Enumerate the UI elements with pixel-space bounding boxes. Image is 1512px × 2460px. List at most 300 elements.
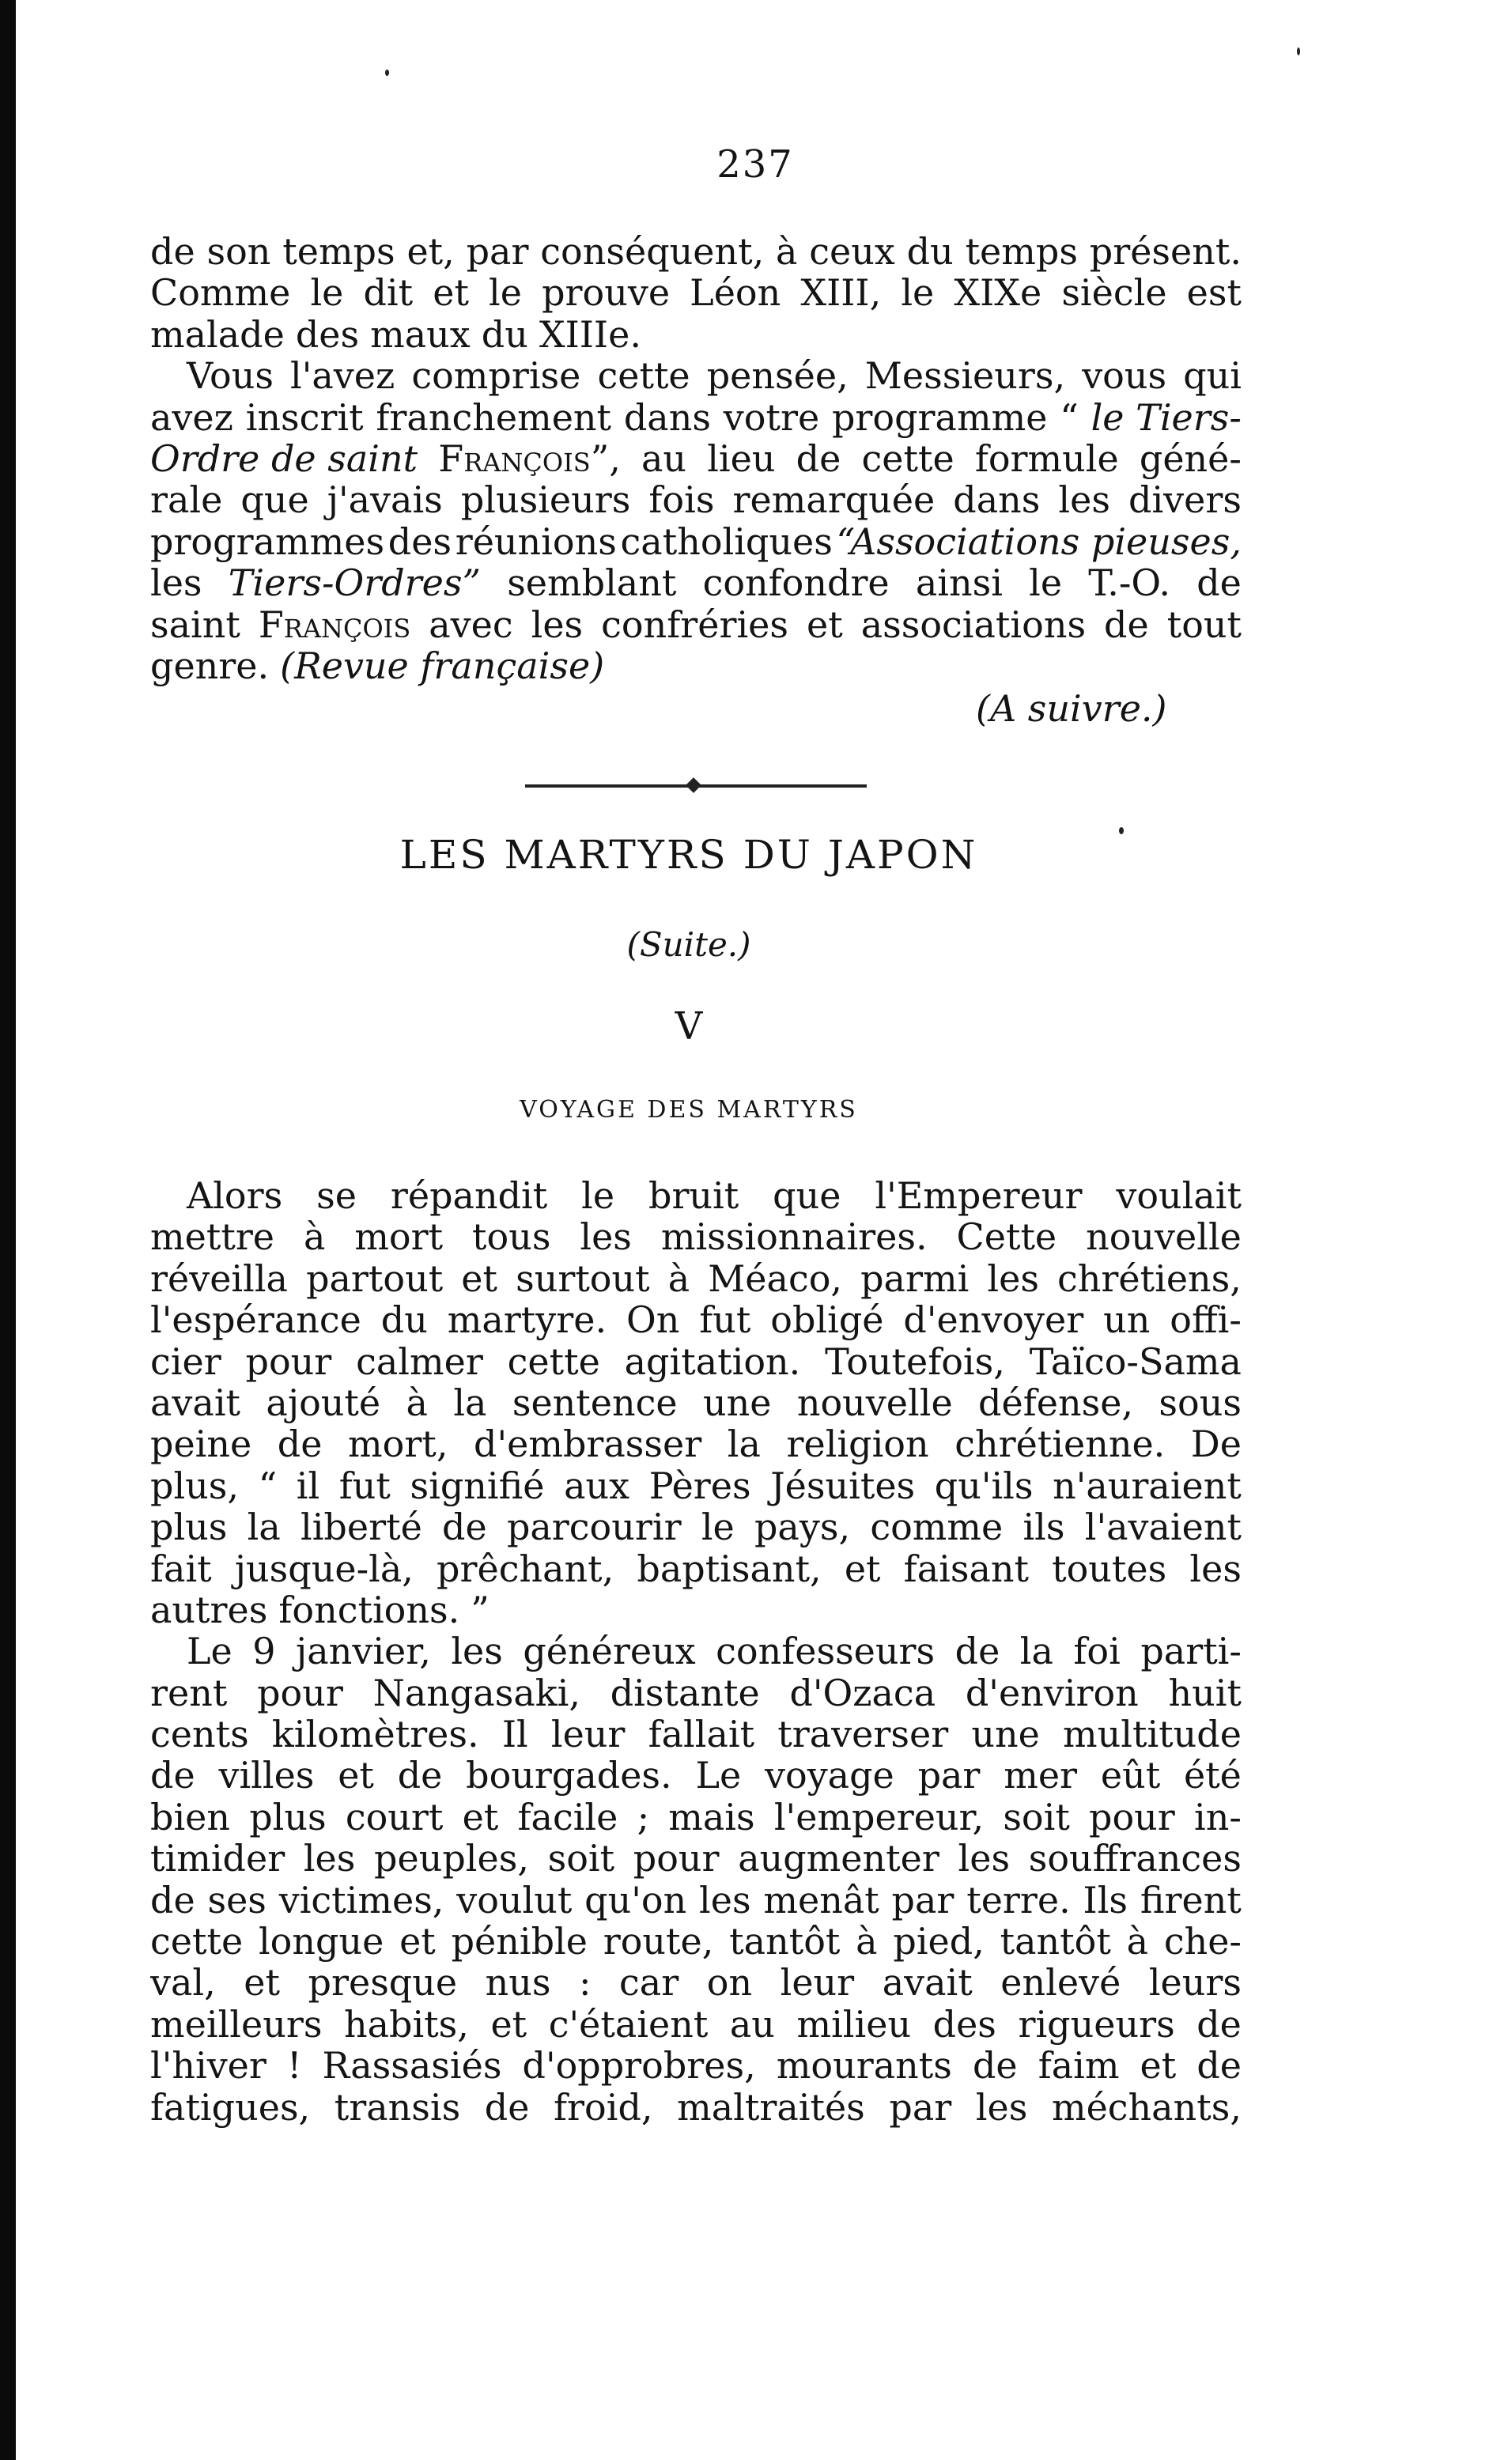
word: d'Ozaca (789, 1672, 936, 1714)
word: les (1058, 479, 1110, 521)
word: parti- (1140, 1631, 1242, 1672)
text-line (150, 1465, 1242, 1506)
word: pour (1089, 1796, 1175, 1838)
word: “ (1060, 396, 1079, 438)
word: confondre (702, 562, 890, 604)
word: pour (245, 1340, 332, 1382)
word: milieu (796, 2003, 912, 2046)
word: faim (1038, 2045, 1120, 2087)
text-line (150, 1506, 1242, 1547)
word: rale (150, 479, 223, 521)
word: l'empereur, (773, 1796, 985, 1838)
word: froid, (554, 2086, 653, 2128)
word: au (641, 437, 687, 480)
word: genre. (150, 644, 270, 687)
word: défense, (978, 1381, 1134, 1424)
word: ; (637, 1796, 650, 1838)
word: du (906, 231, 954, 273)
word: de (150, 231, 195, 273)
word: de (442, 1506, 487, 1548)
word: les (1189, 1547, 1242, 1589)
word: offi- (1170, 1299, 1242, 1341)
word: de (1196, 562, 1242, 604)
text-line (150, 397, 1242, 438)
word: transis (334, 2086, 461, 2128)
word: à (856, 1921, 878, 1963)
word: XIXe (954, 272, 1042, 314)
word: Nangasaki, (372, 1672, 580, 1714)
word: martyre. (447, 1299, 607, 1341)
word: Ils (1083, 1879, 1128, 1922)
word: Cette (956, 1216, 1057, 1258)
text-line (150, 1631, 1242, 1672)
word: multitude (1063, 1714, 1242, 1755)
word: jusque-là, (234, 1547, 414, 1589)
word: j'avais (327, 479, 443, 521)
word: ils (1022, 1506, 1065, 1548)
word: autres (150, 1589, 268, 1631)
article-text-block (150, 1175, 1242, 2128)
word: remarquée (732, 479, 936, 521)
word: parmi (860, 1257, 970, 1300)
text-line (150, 1838, 1242, 1879)
text-line (150, 272, 1242, 313)
word: Taïco-Sama (1029, 1340, 1242, 1382)
word: avez (150, 396, 233, 438)
word: des (387, 520, 452, 563)
word: à (1126, 1921, 1149, 1963)
word: et (399, 1921, 436, 1963)
word: voulait (1116, 1175, 1242, 1217)
word: vous (1082, 355, 1167, 397)
word: plus (249, 1796, 327, 1838)
word: c'étaient (548, 2003, 709, 2046)
text-line (150, 231, 1242, 272)
word: ceux (809, 231, 895, 273)
word: facile (517, 1796, 618, 1838)
word: que (773, 1175, 841, 1217)
word: nus (485, 1962, 551, 2004)
word: rigueurs (1018, 2003, 1175, 2046)
word: par (466, 231, 529, 273)
word: plusieurs (460, 479, 631, 521)
word: la (453, 1381, 487, 1424)
divider-ornament-icon (686, 777, 701, 793)
word: bruit (648, 1175, 739, 1217)
word: peine (150, 1423, 252, 1465)
word: de (397, 1755, 443, 1797)
word: presque (308, 1962, 458, 2004)
word: T.-O. (1088, 562, 1171, 604)
word: villes (218, 1755, 315, 1797)
word: un (1103, 1299, 1151, 1341)
word: qu'ils (934, 1464, 1034, 1507)
word: Ordre de saint (150, 437, 418, 480)
word: fatigues, (150, 2086, 311, 2128)
word: de (150, 1879, 195, 1922)
word: conséquent, (540, 231, 765, 273)
word: chrétiens, (1057, 1257, 1242, 1300)
word: géné- (1139, 437, 1242, 480)
word: meilleurs (150, 2003, 323, 2046)
word: que (240, 479, 309, 521)
word: qu'on (584, 1879, 687, 1922)
word: On (626, 1299, 680, 1341)
word: temps (965, 231, 1078, 273)
text-line (150, 1755, 1242, 1796)
word: catholiques (620, 520, 833, 563)
word: du (380, 1299, 428, 1341)
word: l'avaient (1084, 1506, 1242, 1548)
word: souffrances (1028, 1838, 1242, 1880)
word: Rassasiés (322, 2045, 502, 2087)
word: cette (861, 437, 954, 480)
word: Vous (187, 355, 274, 397)
word: et (462, 1796, 499, 1838)
word: “ (258, 1464, 278, 1507)
word: Toutefois, (825, 1340, 1005, 1382)
word: par (889, 2086, 952, 2128)
word: plus, (150, 1464, 240, 1507)
word: de (796, 437, 841, 480)
word: mer (1004, 1755, 1078, 1797)
word: distante (610, 1672, 760, 1714)
word: avait (150, 1381, 241, 1424)
word: de (1196, 2045, 1242, 2087)
word: formule (974, 437, 1119, 480)
scan-edge-shadow (0, 0, 16, 2460)
word: l'avez (290, 355, 395, 397)
text-line (150, 2087, 1242, 2128)
word: Le (187, 1631, 232, 1672)
word: augmenter (738, 1838, 939, 1880)
word: l'Empereur (875, 1175, 1083, 1217)
word: Méaco, (708, 1257, 843, 1300)
text-line (150, 1797, 1242, 1838)
word: rent (150, 1672, 228, 1714)
text-line (150, 1921, 1242, 1962)
word: missionnaires. (660, 1216, 928, 1258)
word: d'embrasser (474, 1423, 702, 1465)
word: réunions (455, 520, 617, 563)
text-line (150, 314, 1242, 355)
word: le (489, 272, 522, 314)
word: surtout (516, 1257, 650, 1300)
word: cents (150, 1714, 249, 1755)
word: 9 (252, 1631, 276, 1672)
word: janvier, (296, 1631, 431, 1672)
word: sentence (512, 1381, 678, 1424)
word: les (531, 603, 584, 645)
word: prouve (542, 272, 671, 314)
word: mort (354, 1216, 444, 1258)
text-line (150, 1548, 1242, 1589)
page-number: 237 (716, 142, 794, 187)
word: tantôt (729, 1921, 841, 1963)
word: ” (471, 1589, 490, 1631)
word: une (703, 1381, 772, 1424)
text-line (150, 1175, 1242, 1216)
word: longue (258, 1921, 384, 1963)
word: par (917, 1755, 981, 1797)
section-title: VOYAGE DES MARTYRS (520, 1096, 858, 1124)
word: à (667, 1257, 690, 1300)
word: à (406, 1381, 428, 1424)
word: maux (370, 313, 471, 356)
word: de (972, 2045, 1018, 2087)
article-title: LES MARTYRS DU JAPON (399, 832, 978, 878)
word: val, (150, 1962, 216, 2004)
word: les (975, 2086, 1028, 2128)
word: franchement (376, 396, 612, 438)
word: les (303, 1838, 356, 1880)
word: programme (831, 396, 1048, 438)
word: ses (207, 1879, 266, 1922)
word: ainsi (915, 562, 1003, 604)
text-line (150, 1299, 1242, 1340)
word: est (1186, 272, 1242, 314)
word: cette (597, 355, 690, 397)
word: se (316, 1175, 357, 1217)
word: et (338, 1755, 374, 1797)
word: de (954, 1631, 1000, 1672)
text-line (150, 355, 1242, 396)
word: che- (1163, 1921, 1242, 1963)
text-line (150, 1714, 1242, 1755)
word: fallait (648, 1714, 755, 1755)
word: Tiers-Ordres” (228, 562, 481, 604)
word: associations (860, 603, 1087, 645)
word: par (891, 1879, 954, 1922)
word: huit (1168, 1672, 1242, 1714)
word: le (310, 272, 344, 314)
word: le Tiers- (1091, 396, 1242, 438)
text-line (150, 1382, 1242, 1423)
word: De (1190, 1423, 1242, 1465)
word: Léon (690, 272, 781, 314)
word: pénible (451, 1921, 588, 1963)
word: Pères (648, 1464, 751, 1507)
a-suivre-note: (A suivre.) (976, 687, 1167, 730)
word: les (699, 1879, 751, 1922)
word: (Revue française) (280, 644, 605, 687)
word: méchants, (1051, 2086, 1242, 2128)
word: confesseurs (716, 1631, 936, 1672)
word: eût (1100, 1755, 1161, 1797)
word: de (150, 1755, 195, 1797)
word: avait (882, 1962, 973, 2004)
word: d'environ (965, 1672, 1139, 1714)
word: les (987, 1257, 1039, 1300)
word: le (901, 272, 935, 314)
word: au (729, 2003, 775, 2046)
word: d'envoyer (903, 1299, 1084, 1341)
word: chrétienne. (954, 1423, 1166, 1465)
word: pensée, (706, 355, 849, 397)
word: lieu (707, 437, 776, 480)
word: menât (763, 1879, 879, 1922)
top-text-block (150, 231, 1242, 686)
word: pied, (893, 1921, 985, 1963)
word: sous (1159, 1381, 1242, 1424)
word: baptisant, (637, 1547, 822, 1589)
word: fut (338, 1464, 391, 1507)
word: obligé (770, 1299, 884, 1341)
word: XIIIe. (539, 313, 641, 356)
text-line (150, 562, 1242, 603)
word: inscrit (245, 396, 364, 438)
word: kilomètres. (271, 1714, 479, 1755)
word: confréries (601, 603, 789, 645)
word: soit (547, 1838, 615, 1880)
article-suite-label: (Suite.) (626, 925, 751, 964)
word: dit (363, 272, 414, 314)
word: réveilla (150, 1257, 288, 1300)
word: liberté (301, 1506, 422, 1548)
word: pour (633, 1838, 720, 1880)
word: malade (150, 313, 285, 356)
word: car (619, 1962, 679, 2004)
text-line (150, 521, 1242, 562)
word: de (484, 2086, 530, 2128)
word: et (807, 603, 843, 645)
word: prêchant, (437, 1547, 614, 1589)
word: mort, (348, 1423, 448, 1465)
word: présent. (1089, 231, 1242, 273)
text-line (150, 604, 1242, 645)
word: fut (699, 1299, 751, 1341)
word: les (580, 1216, 632, 1258)
word: religion (786, 1423, 929, 1465)
word: généreux (523, 1631, 696, 1672)
word: l'hiver (150, 2045, 266, 2087)
word: répandit (390, 1175, 548, 1217)
word: le (581, 1175, 615, 1217)
word: peuples, (374, 1838, 529, 1880)
word: la (727, 1423, 761, 1465)
word: et, (406, 231, 455, 273)
word: mettre (150, 1216, 275, 1258)
word: ! (286, 2045, 302, 2087)
word: XIII, (800, 272, 882, 314)
word: les (150, 562, 202, 604)
text-line (150, 1258, 1242, 1299)
word: fonctions. (278, 1589, 460, 1631)
word: et (461, 1257, 498, 1300)
word: et (1140, 2045, 1177, 2087)
word: son (206, 231, 271, 273)
word: foi (1073, 1631, 1121, 1672)
word: Messieurs, (864, 355, 1066, 397)
word: les (451, 1631, 503, 1672)
word: dans (953, 479, 1041, 521)
word: Il (501, 1714, 528, 1755)
word: saint (150, 603, 240, 645)
word: victimes, (278, 1879, 444, 1922)
word: voyage (765, 1755, 894, 1797)
word: leur (550, 1714, 626, 1755)
word: siècle (1061, 272, 1167, 314)
text-line (150, 2004, 1242, 2045)
word: de (1196, 2003, 1242, 2046)
word: traverser (777, 1714, 949, 1755)
word: “Associations pieuses, (836, 520, 1242, 563)
word: de (277, 1423, 323, 1465)
text-line (150, 438, 1242, 479)
word: été (1183, 1755, 1242, 1797)
text-line (150, 479, 1242, 520)
word: des (295, 313, 360, 356)
word: temps (282, 231, 395, 273)
word: Alors (187, 1175, 283, 1217)
word: ajouté (266, 1381, 381, 1424)
word: des (932, 2003, 996, 2046)
word: on (706, 1962, 753, 2004)
word: agitation. (624, 1340, 801, 1382)
word: aux (564, 1464, 630, 1507)
word: d'opprobres, (522, 2045, 756, 2087)
word: tous (472, 1216, 551, 1258)
word: bourgades. (466, 1755, 672, 1797)
word: plus (150, 1506, 228, 1548)
word: qui (1183, 355, 1242, 397)
word: Comme (150, 272, 291, 314)
word: pays, (754, 1506, 851, 1548)
word: mourants (776, 2045, 952, 2087)
word: les (958, 1838, 1011, 1880)
word: et (433, 272, 469, 314)
word: dans (623, 396, 711, 438)
word: pour (257, 1672, 343, 1714)
word: maltraités (677, 2086, 865, 2128)
word: parcourir (506, 1506, 682, 1548)
word: firent (1140, 1879, 1242, 1922)
word: fait (150, 1547, 212, 1589)
word: fois (648, 479, 715, 521)
word: et (490, 2003, 527, 2046)
chapter-numeral: V (675, 1004, 703, 1049)
word: mais (668, 1796, 755, 1838)
word: Jésuites (770, 1464, 916, 1507)
word: le (1029, 562, 1063, 604)
word: soit (1003, 1796, 1070, 1838)
word: court (345, 1796, 444, 1838)
word: partout (306, 1257, 444, 1300)
text-line (150, 2045, 1242, 2086)
word: de (1104, 603, 1149, 645)
word: comme (870, 1506, 1004, 1548)
word: cette (150, 1921, 244, 1963)
word: et (244, 1962, 280, 2004)
word: semblant (507, 562, 677, 604)
word: habits, (343, 2003, 469, 2046)
word: nouvelle (796, 1381, 953, 1424)
text-line (150, 645, 1242, 686)
word: toutes (1052, 1547, 1167, 1589)
word: le (701, 1506, 735, 1548)
text-line (150, 1880, 1242, 1921)
word: programmes (150, 520, 385, 563)
scan-speck (1297, 47, 1300, 55)
word: bien (150, 1796, 231, 1838)
word: signifié (410, 1464, 545, 1507)
text-line (150, 1589, 1242, 1631)
word: nouvelle (1086, 1216, 1242, 1258)
word: votre (723, 396, 820, 438)
text-line (150, 1672, 1242, 1714)
word: à (303, 1216, 326, 1258)
word: leurs (1148, 1962, 1242, 2004)
